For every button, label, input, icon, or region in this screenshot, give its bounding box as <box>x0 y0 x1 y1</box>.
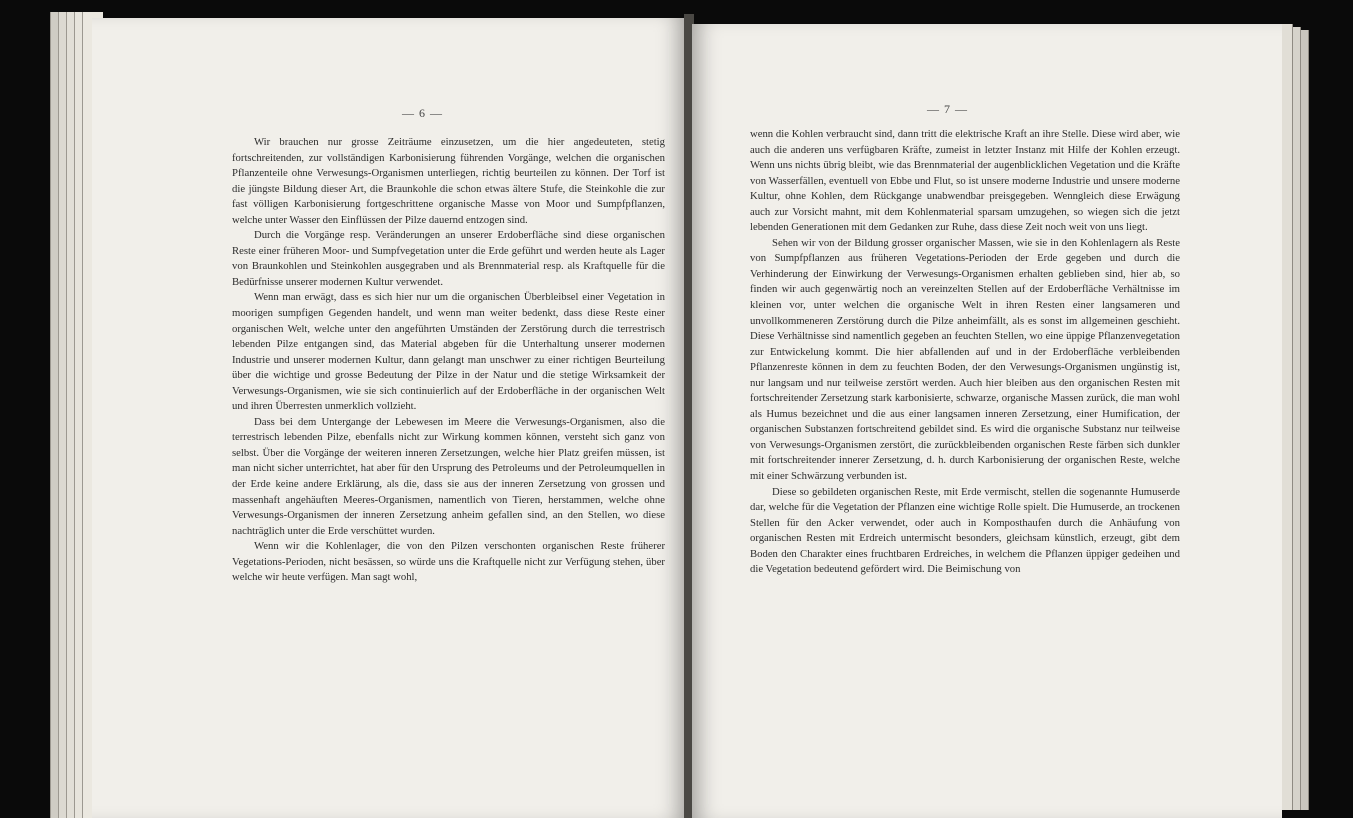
paragraph: Wenn man erwägt, dass es sich hier nur um die organischen Überbleibsel einer Vegetation in moorigen sumpfigen Gegenden handelt, und wenn man weiter bedenkt, dass diese Reste einer organischen Welt, welche unter den angeführten Umständen der Zerstörung durch die terrestrisch lebenden Pilze entgangen sind, das Material abgeben für die Unterhaltung unserer modernen Industrie und unserer modernen Kultur, dann gelangt man unschwer zu einer richtigen Beurteilung über die wichtige und grosse Bedeutung der Pilze in der Natur und die stetige Wirksamkeit der Verwesungs-Organismen, wie sie sich continuierlich auf der Erdoberfläche in der organischen Welt und ihren Überresten unmerklich vollzieht. <box>232 291 665 413</box>
paragraph: Diese so gebildeten organischen Reste, mit Erde vermischt, stellen die sogenannte Humuserde dar, welche für die Vegetation der Pflanzen eine wichtige Rolle spielt. Die Humuserde, an trockenen Stellen für den Acker verwendet, oder auch in Komposthaufen durch die Anhäufung von organischen Resten mit Erdreich untermischt besonders, gleichsam künstlich, erzeugt, gibt dem Boden den Charakter eines fruchtbaren Erdreiches, in welchem die Pflanzen üppiger gedeihen und die Vegetation bedeutend gefördert wird. Die Beimischung von <box>750 485 1180 576</box>
paragraph: Wenn wir die Kohlenlager, die von den Pilzen verschonten organischen Reste früherer Vegetations-Perioden, nicht besässen, so würde uns die Kraftquelle nicht zur Verfügung stehen, über welche wir heute verfügen. Man sagt wohl, <box>232 540 665 584</box>
page-body <box>750 127 1180 578</box>
paragraph: Durch die Vorgänge resp. Veränderungen an unserer Erdoberfläche sind diese organischen Reste einer früheren Moor- und Sumpfvegetation unter die Erde geführt und werden heute als Lager von Braunkohlen und Steinkohlen ausgegraben und als Brennmaterial resp. als Kraftquelle für die Bedürfnisse unserer modernen Kultur verwendet. <box>232 229 665 288</box>
page-number: — 6 — <box>402 106 443 120</box>
paragraph: Sehen wir von der Bildung grosser organischer Massen, wie sie in den Kohlenlagern als Reste von Sumpfpflanzen aus früheren Vegetations-Perioden der Erde gegeben und durch die Verhinderung der Einwirkung der Verwesungs-Organismen erhalten geblieben sind, hier ab, so finden wir auch gegenwärtig noch an vereinzelten Stellen auf der Erdoberfläche Verhältnisse im kleinen vor, unter welchen die organische Welt in ihren Resten einer langsameren und unvollkommeneren Zerstörung durch die Pilze anheimfällt, als es sonst im allgemeinen geschieht. Diese Verhältnisse sind namentlich gegeben an feuchten Stellen, wo eine üppige Pflanzenvegetation zur Entwickelung kommt. Die hier abfallenden auf und in der Erdoberfläche verbleibenden Pflanzenreste können in dem zu feuchten Boden, der den Verwesungs-Organismen ungünstig ist, nur langsam und nur teilweise zerstört werden. Auch hier bleiben aus den organischen Resten mit fortschreitender Zersetzung stark karbonisierte, schwarze, organische Massen zurück, die man wohl als Humus bezeichnet und die aus einer langsamen inneren Zersetzung, einer Humification, der organischen Substanzen fortschreitend gebildet sind. Es wird die organische Substanz nur teilweise von Verwesungs-Organismen zerstört, die zurückbleibenden organischen Reste färben sich dunkler mit fortschreitender innerer Zersetzung, d. h. durch Karbonisierung der organischen Reste, welche mit einer Schwärzung verbunden ist. <box>750 236 1180 483</box>
page-body <box>232 135 665 586</box>
paragraph: Wir brauchen nur grosse Zeiträume einzusetzen, um die hier angedeuteten, stetig fortschreitenden, zur vollständigen Karbonisierung führenden Vorgänge, welchen die organischen Pflanzenteile ohne Verwesungs-Organismen unterliegen, richtig beurteilen zu können. Der Torf ist die jüngste Bildung dieser Art, die Braunkohle die schon etwas ältere Stufe, die Steinkohle die zur fast völligen Karbonisierung fortgeschrittene organische Masse von Moor und Sumpfpflanzen, welche unter Wasser den Einflüssen der Pilze dauernd entzogen sind. <box>232 136 665 226</box>
page-number: — 7 — <box>927 102 968 116</box>
left-page <box>92 18 685 818</box>
right-page <box>692 24 1282 818</box>
paragraph: wenn die Kohlen verbraucht sind, dann tritt die elektrische Kraft an ihre Stelle. Diese wird aber, wie auch die anderen uns verfügbaren Kräfte, zumeist in letzter Instanz mit Hilfe der Kohlen erzeugt. Wenn uns nichts übrig bleibt, wie das Brennmaterial der augenblicklichen Vegetation und die Kräfte von Wasserfällen, eventuell von Ebbe und Flut, so ist unsere moderne Industrie und unsere moderne Kultur, ohne Kohlen, dem Rückgange unabwendbar preisgegeben. Wenngleich diese Erwägung auch zur Vorsicht mahnt, mit dem Kohlenmaterial sparsam umzugehen, so wiegen sich die jetzt lebenden Generationen mit dem Gedanken zur Ruhe, dass diese Zeit noch weit von uns liegt. <box>750 128 1180 234</box>
paragraph: Dass bei dem Untergange der Lebewesen im Meere die Verwesungs-Organismen, also die terrestrisch lebenden Pilze, ebenfalls nicht zur Wirkung kommen können, versteht sich ganz von selbst. Über die Vorgänge der weiteren inneren Zersetzungen, welche hier Platz greifen müssen, ist man nicht sicher unterrichtet, hat aber für den Ursprung des Petroleums und der Petroleumquellen in der Erde keine andere Erklärung, als die, dass sie aus der inneren Zersetzung von grossen und massenhaft angehäuften Meeres-Organismen, namentlich von Tieren, herstammen, welche ohne Verwesungs-Organismen der inneren Zersetzung anheim gefallen sind, an den Stellen, wo diese nachträglich unter die Erde verschüttet wurden. <box>232 415 665 537</box>
